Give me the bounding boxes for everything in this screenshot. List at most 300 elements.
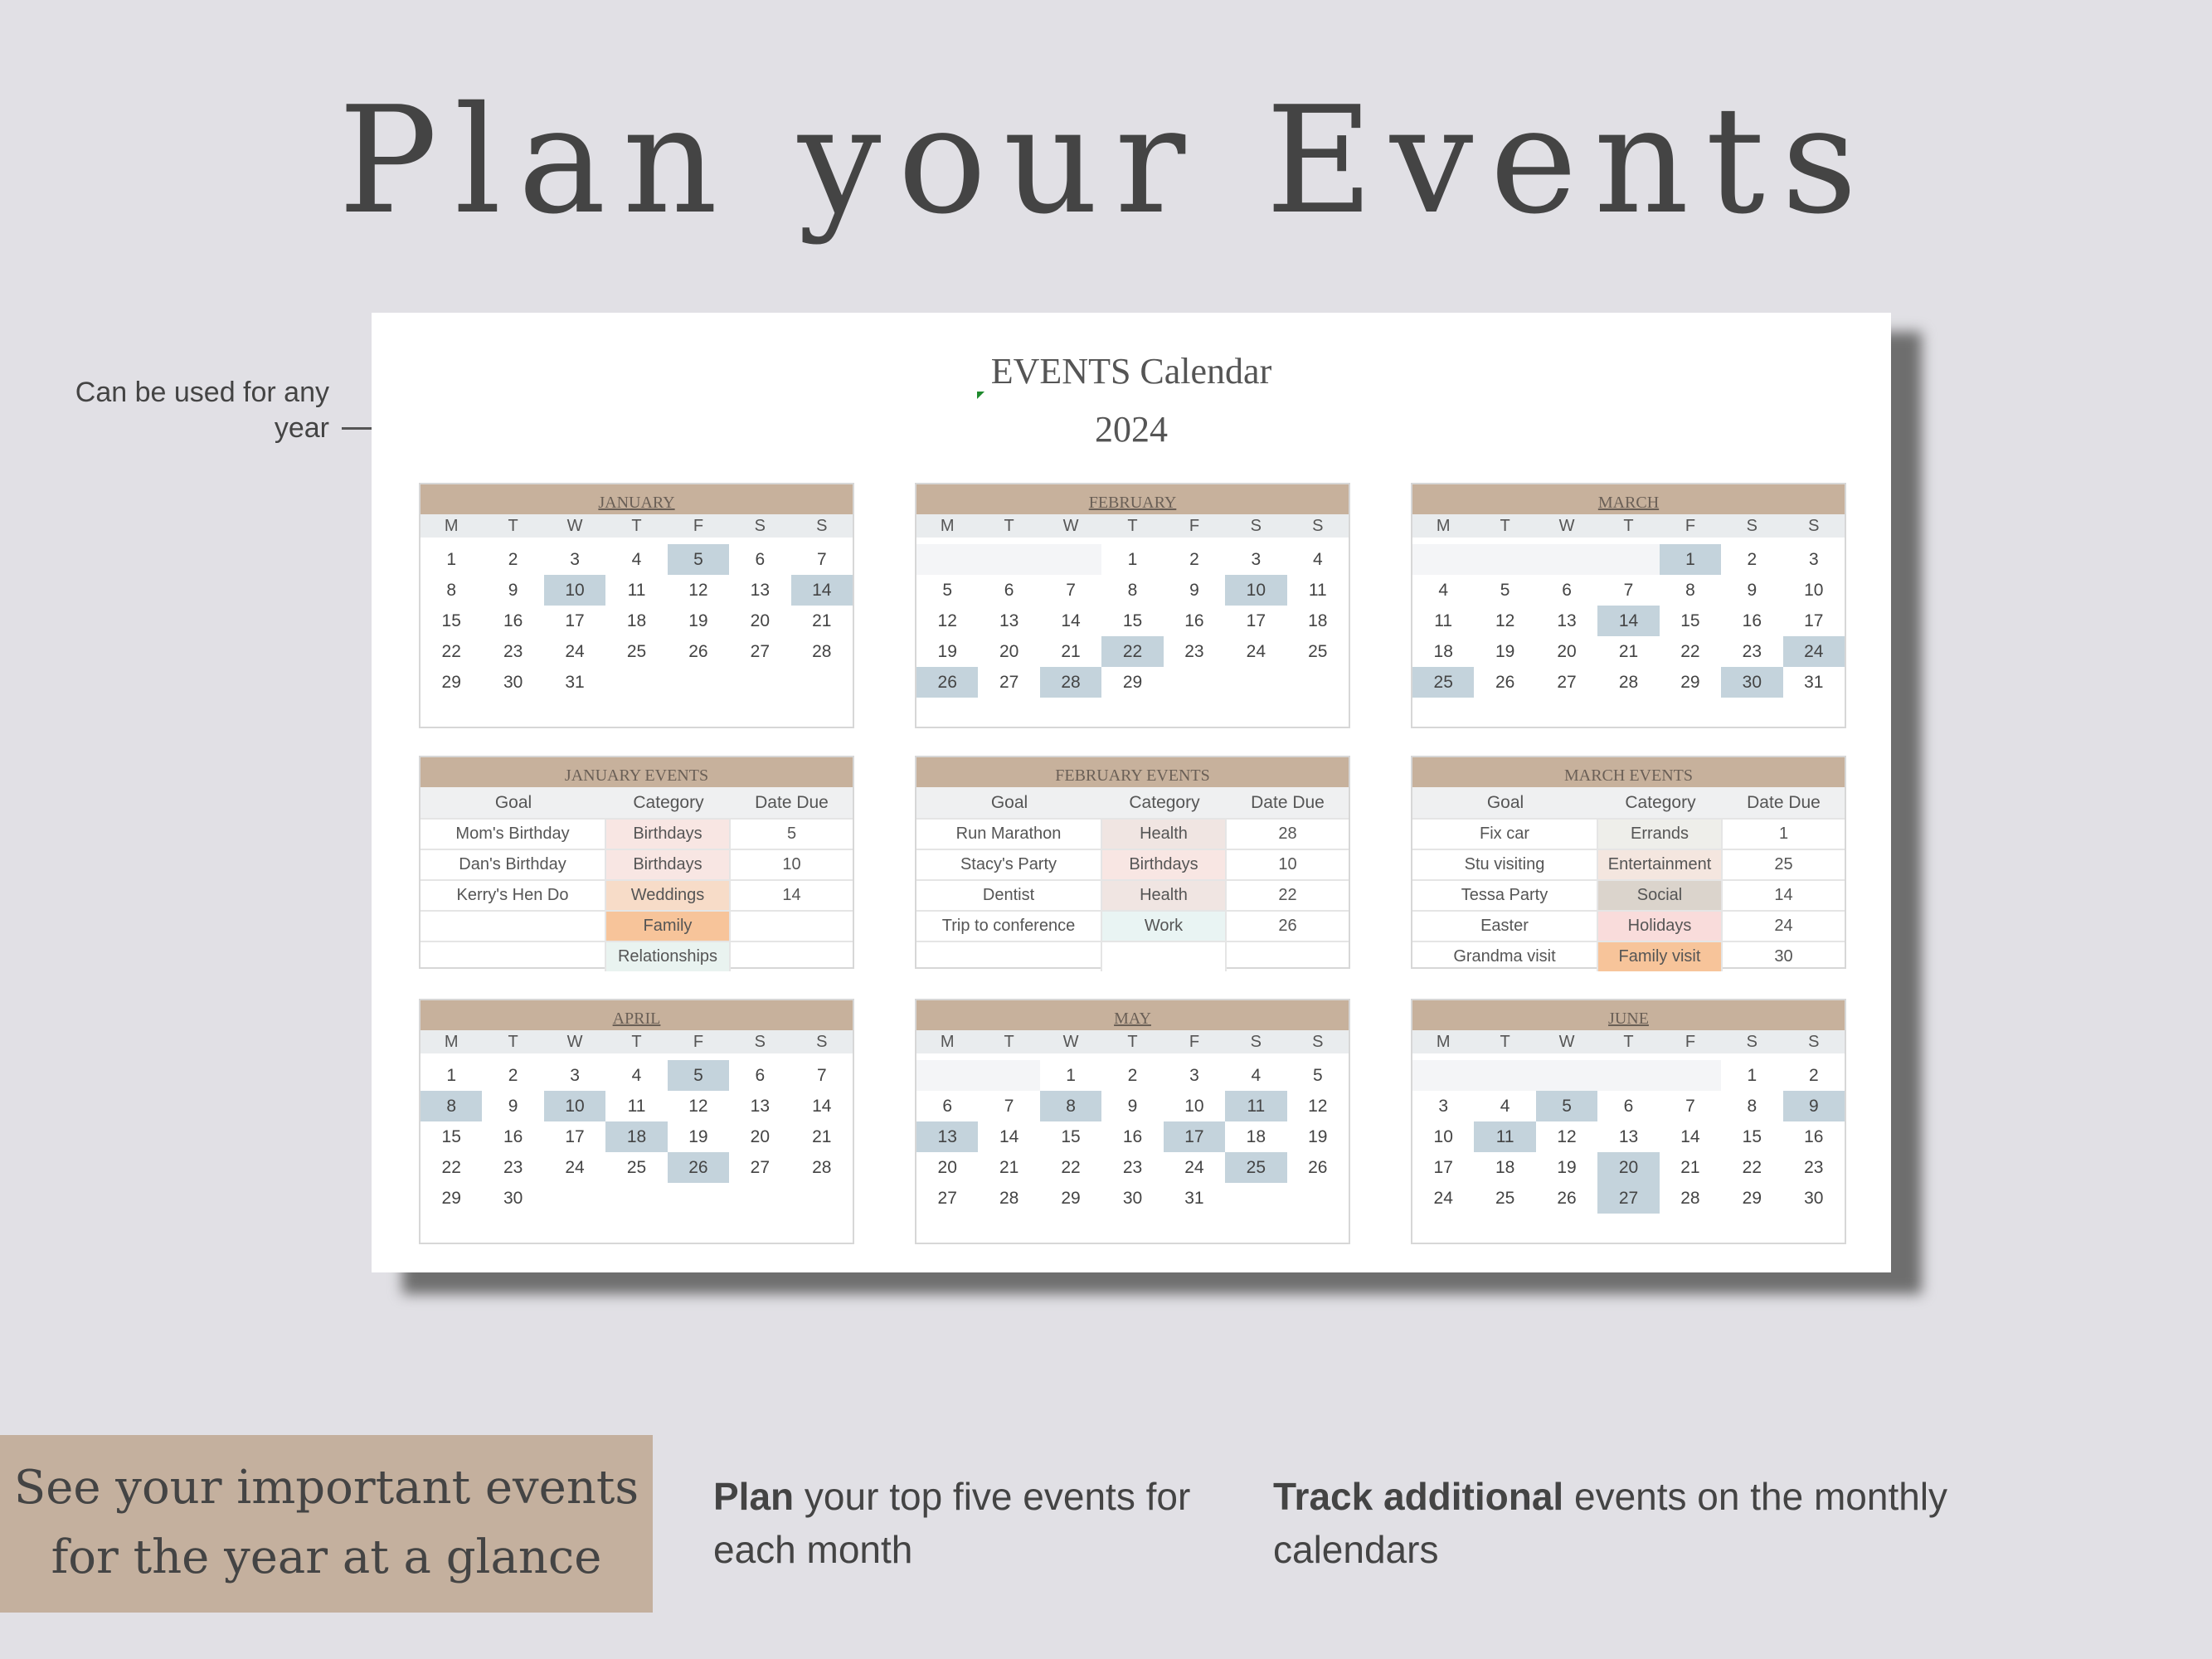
weekday-label: S [816,1033,828,1051]
day-cell[interactable]: 28 [812,1158,832,1177]
day-cell[interactable]: 14 [1680,1127,1700,1146]
day-cell[interactable]: 16 [1804,1127,1824,1146]
day-cell[interactable]: 27 [999,673,1019,692]
day-cell[interactable]: 14 [812,1097,832,1116]
day-cell[interactable]: 3 [1438,1097,1449,1116]
day-cell[interactable]: 23 [1122,1158,1143,1177]
category-cell[interactable]: Health [1102,881,1227,910]
category-cell[interactable]: Family [606,912,731,941]
day-cell[interactable]: 5 [1500,581,1510,600]
highlighted-day-cell[interactable]: 26 [916,667,978,698]
days-grid [421,1060,853,1214]
day-cell[interactable]: 20 [937,1158,957,1177]
day-cell[interactable]: 31 [1804,673,1824,692]
event-row [1412,910,1845,941]
day-cell[interactable]: 1 [446,1066,457,1085]
highlighted-day-cell[interactable]: 28 [1040,667,1101,698]
month-calendar-june [1411,999,1846,1244]
feature-track-text: events on the monthly [1563,1475,1948,1518]
weekday-label: M [940,517,955,535]
highlighted-day-cell[interactable]: 26 [668,1152,729,1183]
month-name[interactable]: JANUARY [421,484,853,514]
day-cell[interactable]: 18 [1433,642,1453,661]
date-due-cell[interactable] [1227,942,1349,971]
weekday-label: T [1127,517,1138,535]
category-cell[interactable] [1102,942,1227,971]
day-cell[interactable]: 28 [999,1189,1019,1208]
day-cell[interactable]: 7 [816,1066,827,1085]
day-cell[interactable]: 30 [1122,1189,1143,1208]
category-cell[interactable]: Weddings [606,881,731,910]
goal-cell[interactable] [421,912,606,941]
day-cell[interactable]: 11 [1308,581,1327,600]
events-table-march [1411,756,1846,969]
day-cell[interactable]: 3 [570,550,580,569]
month-name[interactable]: JUNE [1412,1000,1845,1030]
day-cell[interactable]: 22 [1061,1158,1081,1177]
highlighted-day-cell[interactable]: 5 [1536,1091,1597,1121]
highlighted-day-cell[interactable]: 14 [1597,606,1659,636]
date-due-cell[interactable]: 10 [782,855,801,873]
day-cell[interactable]: 22 [441,642,461,661]
day-cell[interactable]: 20 [999,642,1019,661]
weekday-label: M [1436,517,1451,535]
day-cell[interactable]: 27 [750,642,771,661]
events-table-title[interactable]: JANUARY EVENTS [421,757,853,787]
day-cell[interactable]: 6 [942,1097,953,1116]
day-cell[interactable]: 25 [626,1158,647,1177]
day-cell[interactable]: 13 [1557,611,1577,630]
highlighted-day-cell[interactable]: 30 [1721,667,1782,698]
weekday-header [916,514,1349,538]
day-cell[interactable]: 17 [1804,611,1824,630]
day-cell[interactable]: 19 [937,642,957,661]
highlighted-day-cell[interactable]: 11 [1474,1121,1535,1152]
goal-cell[interactable] [916,942,1102,971]
day-cell[interactable]: 4 [631,1066,642,1085]
day-cell[interactable]: 19 [1557,1158,1577,1177]
blank-day-cell [1536,544,1597,575]
day-cell[interactable]: 20 [1557,642,1577,661]
days-grid [1412,544,1845,698]
day-cell[interactable]: 23 [1184,642,1204,661]
weekday-label: S [754,1033,766,1051]
date-due-cell[interactable] [731,912,853,941]
feature-plan-line-2: each month [713,1528,913,1571]
day-cell[interactable]: 19 [688,1127,708,1146]
event-row [421,941,853,971]
day-cell[interactable]: 29 [1061,1189,1081,1208]
day-cell[interactable]: 7 [1004,1097,1014,1116]
day-cell[interactable]: 10 [1184,1097,1204,1116]
day-cell[interactable]: 24 [1433,1189,1453,1208]
category-cell[interactable]: Family visit [1598,942,1723,971]
category-cell[interactable]: Holidays [1598,912,1723,941]
day-cell[interactable]: 7 [1623,581,1634,600]
event-row [916,879,1349,910]
day-cell[interactable]: 3 [1251,550,1262,569]
day-cell[interactable]: 9 [508,1097,518,1116]
day-cell[interactable]: 9 [508,581,518,600]
day-cell[interactable]: 8 [1685,581,1695,600]
weekday-label: M [1436,1033,1451,1051]
events-table-columns [421,787,853,818]
day-cell[interactable]: 18 [1308,611,1328,630]
date-due-cell[interactable]: 28 [1278,825,1297,843]
day-cell[interactable]: 13 [1618,1127,1639,1146]
highlighted-day-cell[interactable]: 24 [1783,636,1845,667]
day-cell[interactable]: 3 [1808,550,1819,569]
day-cell[interactable]: 24 [1246,642,1266,661]
day-cell[interactable]: 2 [1189,550,1199,569]
day-cell[interactable]: 9 [1189,581,1199,600]
highlighted-day-cell[interactable]: 8 [1040,1091,1101,1121]
category-cell[interactable]: Work [1102,912,1227,941]
goal-cell[interactable]: Stu visiting [1412,850,1598,879]
day-cell[interactable]: 28 [1618,673,1639,692]
day-cell[interactable]: 30 [503,1189,523,1208]
date-due-cell[interactable]: 14 [1774,886,1793,904]
month-name[interactable]: MARCH [1412,484,1845,514]
day-cell[interactable]: 1 [1066,1066,1076,1085]
day-cell[interactable]: 27 [1557,673,1577,692]
day-cell[interactable]: 9 [1747,581,1757,600]
goal-cell[interactable]: Tessa Party [1412,881,1598,910]
day-cell[interactable]: 21 [999,1158,1019,1177]
date-due-cell[interactable]: 5 [786,825,797,843]
weekday-label: T [1004,1033,1014,1051]
highlighted-day-cell[interactable]: 22 [1101,636,1163,667]
day-cell[interactable]: 16 [503,1127,523,1146]
blank-day-cell [1412,544,1474,575]
day-cell[interactable]: 28 [1680,1189,1700,1208]
weekday-label: S [816,517,828,535]
day-cell[interactable]: 10 [1804,581,1824,600]
day-cell[interactable]: 20 [750,611,771,630]
highlighted-day-cell[interactable]: 5 [668,544,729,575]
day-cell[interactable]: 18 [626,611,647,630]
day-cell[interactable]: 14 [999,1127,1019,1146]
day-cell[interactable]: 16 [1184,611,1204,630]
highlighted-day-cell[interactable]: 10 [544,575,605,606]
day-cell[interactable]: 23 [1742,642,1762,661]
day-cell[interactable]: 4 [1438,581,1449,600]
event-row [916,849,1349,879]
day-cell[interactable]: 26 [1308,1158,1328,1177]
day-cell[interactable]: 3 [570,1066,580,1085]
date-due-cell[interactable]: 24 [1774,917,1793,935]
weekday-label: F [1189,1033,1200,1051]
day-cell[interactable]: 23 [503,1158,523,1177]
highlighted-day-cell[interactable]: 8 [421,1091,482,1121]
weekday-header [1412,1030,1845,1053]
weekday-header [421,1030,853,1053]
feature-track [1273,1470,1947,1576]
day-cell[interactable]: 20 [750,1127,771,1146]
day-cell[interactable]: 23 [503,642,523,661]
column-header: Category [633,793,704,812]
day-cell[interactable]: 12 [1308,1097,1328,1116]
day-cell[interactable]: 11 [1434,611,1453,630]
event-row [421,910,853,941]
blank-day-cell [1040,544,1101,575]
highlighted-day-cell[interactable]: 27 [1597,1183,1659,1214]
day-cell[interactable]: 24 [565,1158,585,1177]
day-cell[interactable]: 3 [1189,1066,1199,1085]
blank-day-cell [978,1060,1039,1091]
date-due-cell[interactable]: 10 [1278,855,1297,873]
feature-track-bold: Track additional [1273,1475,1564,1518]
day-cell[interactable]: 12 [1557,1127,1577,1146]
day-cell[interactable]: 2 [1808,1066,1819,1085]
highlighted-day-cell[interactable]: 5 [668,1060,729,1091]
day-cell[interactable]: 6 [755,550,766,569]
highlighted-day-cell[interactable]: 10 [544,1091,605,1121]
blank-day-cell [916,544,978,575]
day-cell[interactable]: 6 [755,1066,766,1085]
weekday-label: F [1685,517,1696,535]
category-cell[interactable]: Birthdays [606,820,731,849]
day-cell[interactable]: 4 [1500,1097,1510,1116]
day-cell[interactable]: 25 [1495,1189,1515,1208]
day-cell[interactable]: 27 [750,1158,771,1177]
banner-line-1: See your important events [13,1461,639,1515]
day-cell[interactable]: 13 [750,581,771,600]
month-name[interactable]: MAY [916,1000,1349,1030]
day-cell[interactable]: 13 [750,1097,771,1116]
day-cell[interactable]: 29 [441,673,461,692]
day-cell[interactable]: 6 [1623,1097,1634,1116]
day-cell[interactable]: 12 [1495,611,1515,630]
feature-plan [713,1470,1190,1576]
goal-cell[interactable]: Trip to conference [916,912,1102,941]
day-cell[interactable]: 30 [503,673,523,692]
calendar-title[interactable]: EVENTS Calendar [990,351,1272,392]
callout-line-2: year [274,412,329,444]
category-cell[interactable]: Birthdays [606,850,731,879]
day-cell[interactable]: 26 [688,642,708,661]
day-cell[interactable]: 21 [812,611,832,630]
day-cell[interactable]: 23 [1804,1158,1824,1177]
weekday-label: W [1558,517,1575,535]
day-cell[interactable]: 4 [1251,1066,1262,1085]
month-name[interactable]: APRIL [421,1000,853,1030]
day-cell[interactable]: 25 [1308,642,1328,661]
day-cell[interactable]: 8 [1127,581,1138,600]
events-table-rows [916,818,1349,971]
day-cell[interactable]: 9 [1127,1097,1138,1116]
day-cell[interactable]: 25 [626,642,647,661]
goal-cell[interactable]: Kerry's Hen Do [421,881,606,910]
category-cell[interactable]: Entertainment [1598,850,1723,879]
highlighted-day-cell[interactable]: 25 [1412,667,1474,698]
events-table-title[interactable]: MARCH EVENTS [1412,757,1845,787]
date-due-cell[interactable]: 14 [782,886,801,904]
category-cell[interactable]: Social [1598,881,1723,910]
date-due-cell[interactable]: 1 [1778,825,1789,843]
events-table-title[interactable]: FEBRUARY EVENTS [916,757,1349,787]
blank-day-cell [1412,1060,1474,1091]
day-cell[interactable]: 2 [508,1066,518,1085]
days-grid [421,544,853,698]
day-cell[interactable]: 18 [1495,1158,1515,1177]
event-row [421,879,853,910]
day-cell[interactable]: 28 [812,642,832,661]
day-cell[interactable]: 17 [1433,1158,1453,1177]
day-cell[interactable]: 29 [441,1189,461,1208]
day-cell[interactable]: 22 [441,1158,461,1177]
day-cell[interactable]: 22 [1742,1158,1762,1177]
day-cell[interactable]: 30 [1804,1189,1824,1208]
days-grid [916,544,1349,698]
weekday-label: M [444,517,459,535]
goal-cell[interactable]: Stacy's Party [916,850,1102,879]
day-cell[interactable]: 1 [1747,1066,1757,1085]
day-cell[interactable]: 31 [1184,1189,1204,1208]
day-cell[interactable]: 10 [1433,1127,1453,1146]
day-cell[interactable]: 5 [942,581,953,600]
day-cell[interactable]: 29 [1742,1189,1762,1208]
day-cell[interactable]: 21 [1680,1158,1700,1177]
day-cell[interactable]: 12 [688,581,708,600]
goal-cell[interactable] [421,942,606,971]
day-cell[interactable]: 29 [1122,673,1143,692]
day-cell[interactable]: 21 [1618,642,1639,661]
day-cell[interactable]: 6 [1562,581,1572,600]
weekday-label: F [1685,1033,1696,1051]
day-cell[interactable]: 2 [1747,550,1757,569]
weekday-label: W [1062,517,1079,535]
day-cell[interactable]: 14 [1061,611,1081,630]
day-cell[interactable]: 29 [1680,673,1700,692]
goal-cell[interactable]: Run Marathon [916,820,1102,849]
highlighted-day-cell[interactable]: 18 [605,1121,667,1152]
weekday-header [916,1030,1349,1053]
day-cell[interactable]: 27 [937,1189,957,1208]
date-due-cell[interactable]: 22 [1278,886,1297,904]
day-cell[interactable]: 11 [627,1097,646,1116]
day-cell[interactable]: 16 [1742,611,1762,630]
day-cell[interactable]: 15 [441,611,461,630]
day-cell[interactable]: 4 [1312,550,1323,569]
blank-day-cell [978,544,1039,575]
column-header: Category [1625,793,1696,812]
category-cell[interactable]: Birthdays [1102,850,1227,879]
date-due-cell[interactable]: 30 [1774,947,1793,966]
date-due-cell[interactable]: 26 [1278,917,1297,935]
highlighted-day-cell[interactable]: 11 [1225,1091,1286,1121]
day-cell[interactable]: 7 [1066,581,1076,600]
highlighted-day-cell[interactable]: 13 [916,1121,978,1152]
date-due-cell[interactable] [731,942,853,971]
day-cell[interactable]: 15 [1061,1127,1081,1146]
highlighted-day-cell[interactable]: 17 [1164,1121,1225,1152]
day-cell[interactable]: 24 [565,642,585,661]
day-cell[interactable]: 19 [1495,642,1515,661]
day-cell[interactable]: 21 [1061,642,1081,661]
day-cell[interactable]: 17 [565,611,585,630]
goal-cell[interactable]: Fix car [1412,820,1598,849]
days-grid [1412,1060,1845,1214]
day-cell[interactable]: 7 [1685,1097,1695,1116]
day-cell[interactable]: 7 [816,550,827,569]
weekday-label: W [1062,1033,1079,1051]
day-cell[interactable]: 22 [1680,642,1700,661]
day-cell[interactable]: 16 [1122,1127,1143,1146]
day-cell[interactable]: 13 [999,611,1019,630]
day-cell[interactable]: 8 [446,581,457,600]
highlighted-day-cell[interactable]: 10 [1225,575,1286,606]
day-cell[interactable]: 19 [688,611,708,630]
highlighted-day-cell[interactable]: 9 [1783,1091,1845,1121]
highlighted-day-cell[interactable]: 14 [791,575,853,606]
day-cell[interactable]: 31 [565,673,585,692]
goal-cell[interactable]: Dan's Birthday [421,850,606,879]
day-cell[interactable]: 12 [688,1097,708,1116]
goal-cell[interactable]: Easter [1412,912,1598,941]
day-cell[interactable]: 17 [565,1127,585,1146]
event-row [1412,879,1845,910]
day-cell[interactable]: 18 [1246,1127,1266,1146]
day-cell[interactable]: 11 [627,581,646,600]
date-due-cell[interactable]: 25 [1774,855,1793,873]
day-cell[interactable]: 5 [1312,1066,1323,1085]
events-table-january [419,756,854,969]
events-table-rows [1412,818,1845,971]
day-cell[interactable]: 15 [1680,611,1700,630]
calendar-year[interactable]: 2024 [1095,409,1168,450]
highlighted-day-cell[interactable]: 25 [1225,1152,1286,1183]
month-name[interactable]: FEBRUARY [916,484,1349,514]
events-table-rows [421,818,853,971]
goal-cell[interactable]: Mom's Birthday [421,820,606,849]
day-cell[interactable]: 26 [1495,673,1515,692]
month-calendar-march [1411,483,1846,728]
day-cell[interactable]: 2 [1127,1066,1138,1085]
day-cell[interactable]: 8 [1747,1097,1757,1116]
highlighted-day-cell[interactable]: 20 [1597,1152,1659,1183]
weekday-label: S [1250,1033,1262,1051]
feature-track-line-2: calendars [1273,1528,1439,1571]
day-cell[interactable]: 12 [937,611,957,630]
day-cell[interactable]: 6 [1004,581,1014,600]
blank-day-cell [1474,1060,1535,1091]
highlighted-day-cell[interactable]: 1 [1660,544,1721,575]
goal-cell[interactable]: Grandma visit [1412,942,1598,971]
day-cell[interactable]: 17 [1246,611,1266,630]
day-cell[interactable]: 21 [812,1127,832,1146]
weekday-label: S [1746,517,1758,535]
day-cell[interactable]: 4 [631,550,642,569]
day-cell[interactable]: 15 [1742,1127,1762,1146]
month-calendar-february [915,483,1350,728]
category-cell[interactable]: Errands [1598,820,1723,849]
day-cell[interactable]: 2 [508,550,518,569]
day-cell[interactable]: 15 [1122,611,1143,630]
day-cell[interactable]: 24 [1184,1158,1204,1177]
day-cell[interactable]: 15 [441,1127,461,1146]
category-cell[interactable]: Relationships [606,942,731,971]
day-cell[interactable]: 19 [1308,1127,1328,1146]
day-cell[interactable]: 1 [1127,550,1138,569]
goal-cell[interactable]: Dentist [916,881,1102,910]
day-cell[interactable]: 26 [1557,1189,1577,1208]
day-cell[interactable]: 16 [503,611,523,630]
weekday-label: S [754,517,766,535]
month-calendar-january [419,483,854,728]
category-cell[interactable]: Health [1102,820,1227,849]
day-cell[interactable]: 1 [446,550,457,569]
